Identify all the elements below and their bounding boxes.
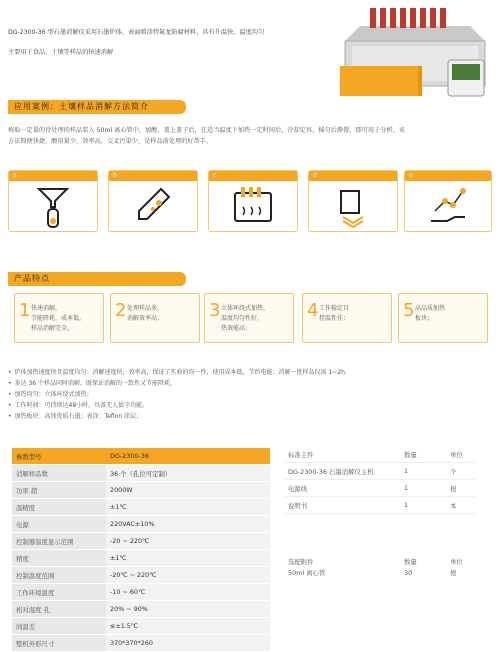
feature-line: 高品质加热 xyxy=(415,305,446,312)
table-cell: DG-2300-36 石墨消解仪主机 xyxy=(285,463,401,480)
spec-value: 20% ~ 90% xyxy=(106,601,270,618)
intro-line-1: DG-2300-36 型石墨消解仪采用石墨炉体，表面喷涂特氟龙防腐材料，具有升温快、温度均匀 xyxy=(8,29,265,36)
feature-number: 1 xyxy=(19,300,31,321)
bullet-item: • 加热板块：高纯优质石墨；表涂：Teflon 涂层； xyxy=(8,413,143,420)
table-cell: 1 xyxy=(401,480,447,497)
feature-bullets xyxy=(8,367,488,422)
product-image xyxy=(340,6,490,101)
funnel-tube-icon xyxy=(31,183,75,229)
table-header-cell: 单位 xyxy=(450,558,463,566)
feature-line: 样品消解完全。 xyxy=(31,325,74,332)
spec-label: 控制温度范围 xyxy=(12,567,106,584)
spec-table xyxy=(12,448,270,652)
feature-text xyxy=(221,304,269,334)
table-row xyxy=(12,550,270,567)
table-header-cell: 标准主件 xyxy=(285,446,401,463)
feature-line: 消解效率高； xyxy=(127,315,164,322)
feature-card-1 xyxy=(14,293,104,343)
feature-card-4 xyxy=(302,293,392,343)
feature-text xyxy=(319,304,349,324)
table-row xyxy=(12,499,270,516)
step-card-a xyxy=(8,170,98,232)
section-features-title: 产品特点 xyxy=(8,272,186,286)
spec-value: 2000W xyxy=(106,482,270,499)
spec-label: 相对湿度 孔 xyxy=(12,601,106,618)
feature-line: 工作稳定且 xyxy=(319,305,350,312)
table-row xyxy=(12,482,270,499)
pipette-tube-icon xyxy=(131,183,175,229)
spec-value: ±1℃ xyxy=(106,550,270,567)
table-cell: 1 xyxy=(401,463,447,480)
bullet-text: 工作时间：可持续达48小时，具备无人值守功能。 xyxy=(14,402,149,409)
table-row xyxy=(12,465,270,482)
table-cell: 30 xyxy=(404,568,413,577)
table-cell: 根 xyxy=(447,480,475,497)
table-row xyxy=(12,618,270,635)
spec-label: 整机外形尺寸 xyxy=(12,635,106,652)
table-header-cell: 选配附件 xyxy=(288,558,314,566)
spec-value: -10 ~ 60℃ xyxy=(106,584,270,601)
table-header-cell: 单位 xyxy=(447,446,475,463)
feature-line: 温度均匀性好， xyxy=(221,315,264,322)
table-row xyxy=(285,480,475,497)
standard-components-table xyxy=(285,446,475,514)
table-row xyxy=(12,516,270,533)
feature-card-3 xyxy=(204,293,294,343)
spec-value: 36 个（孔位可定制） xyxy=(106,465,270,482)
table-cell: 50ml 离心管 xyxy=(288,569,326,577)
step-card-b xyxy=(108,170,198,232)
feature-line: 板块； xyxy=(415,315,434,322)
step-card-e xyxy=(404,170,492,232)
spec-label: 电源 xyxy=(12,516,106,533)
feature-number: 4 xyxy=(307,300,319,321)
table-header-row xyxy=(285,446,475,463)
feature-text xyxy=(415,304,445,324)
feature-line: 快速消解， xyxy=(31,305,62,312)
feature-card-2 xyxy=(110,293,200,343)
table-row xyxy=(285,463,475,480)
step-tag: e xyxy=(405,171,491,181)
feature-text xyxy=(31,304,85,334)
spec-header-cell: 参数型号 xyxy=(12,448,106,465)
feature-line: 立体环绕式加热， xyxy=(221,305,270,312)
application-method-text: 称取一定量的待处理的样品装入 50ml 离心管中，加酸，盖上盖子后，在适当温度下加热一定时间后，冷却定容，摇匀后静置，即可用于分析。该方法简便快捷，酸用量少，效率高，交叉污染少，是样品前处理的好帮手。 xyxy=(8,127,405,145)
table-row xyxy=(12,601,270,618)
spec-value: ±1℃ xyxy=(106,499,270,516)
table-cell: 本 xyxy=(447,497,475,514)
table-cell: 个 xyxy=(447,463,475,480)
spec-label: 温精度 xyxy=(12,499,106,516)
bullet-text: 加热均匀：立体环绕式加热； xyxy=(14,391,93,398)
analysis-hand-icon xyxy=(427,183,471,229)
step-tag: c xyxy=(209,171,297,181)
spec-value: 370*370*260 xyxy=(106,635,270,652)
bullet-item: • 炉体加热速度快且温度均匀：消解速度快，效率高，保证了实验的均一性，使用成本低，节约电能；消解一批样品仅需 1~2h. xyxy=(8,369,347,376)
pouring-icon xyxy=(331,183,375,229)
feature-text xyxy=(127,304,163,324)
spec-header-cell: DG-2300-36 xyxy=(106,448,270,465)
spec-header-row xyxy=(12,448,270,465)
spec-value: ≤±1.5℃ xyxy=(106,618,270,635)
table-row xyxy=(12,533,270,550)
spec-label: 消解样品数 xyxy=(12,465,106,482)
bullet-text: 加热板块：高纯优质石墨；表涂：Teflon 涂层； xyxy=(14,413,143,420)
step-card-c xyxy=(208,170,298,232)
step-tag: b xyxy=(109,171,197,181)
table-row xyxy=(285,567,475,578)
feature-line: 节能降耗，成本低。 xyxy=(31,315,86,322)
feature-card-5 xyxy=(398,293,488,343)
spec-value: -20 ~ 220℃ xyxy=(106,533,270,550)
table-cell: 电源线 xyxy=(285,480,401,497)
feature-number: 3 xyxy=(209,300,221,321)
step-tag: a xyxy=(9,171,97,181)
spec-label: 功率 超 xyxy=(12,482,106,499)
table-cell: 说明书 xyxy=(285,497,401,514)
feature-line: 处理样品多， xyxy=(127,305,164,312)
feature-number: 2 xyxy=(115,300,127,321)
intro-line-2: 主要用于食品、土壤等样品的快速消解 xyxy=(8,49,114,56)
bullet-item: • 加热均匀：立体环绕式加热； xyxy=(8,391,93,398)
spec-value: -20℃ ~ 220℃ xyxy=(106,567,270,584)
table-header-cell: 数量 xyxy=(404,558,417,566)
spec-label: 工作环境温度 xyxy=(12,584,106,601)
bullet-item: • 工作时间：可持续达48小时，具备无人值守功能。 xyxy=(8,402,149,409)
feature-line: 控温性佳； xyxy=(319,315,350,322)
optional-accessories-table xyxy=(285,556,475,578)
heating-block-icon xyxy=(231,183,275,229)
table-header-cell: 数量 xyxy=(401,446,447,463)
step-card-d xyxy=(308,170,398,232)
table-header-row xyxy=(285,556,475,567)
spec-label: 控制器温度显示范围 xyxy=(12,533,106,550)
bullet-text: 多达 36 个样品同时消解，既保证消解的一致性又节能降耗。 xyxy=(14,380,176,387)
feature-number: 5 xyxy=(403,300,415,321)
bullet-text: 炉体加热速度快且温度均匀：消解速度快，效率高，保证了实验的均一性，使用成本低，节约电能；消解一批样品仅需 1~2h. xyxy=(14,369,347,376)
spec-value: 220VAC±10% xyxy=(106,516,270,533)
feature-line: 热效能高； xyxy=(221,325,252,332)
step-tag: d xyxy=(309,171,397,181)
table-cell: 根 xyxy=(450,569,457,577)
table-row xyxy=(12,567,270,584)
section-application-title: 应用案例：土壤样品消解方法简介 xyxy=(8,100,186,114)
table-row xyxy=(285,497,475,514)
intro-text xyxy=(8,27,328,39)
bullet-item: • 多达 36 个样品同时消解，既保证消解的一致性又节能降耗。 xyxy=(8,380,176,387)
table-row xyxy=(12,584,270,601)
table-cell: 1 xyxy=(401,497,447,514)
spec-label: 间温差 xyxy=(12,618,106,635)
spec-label: 精度 xyxy=(12,550,106,567)
